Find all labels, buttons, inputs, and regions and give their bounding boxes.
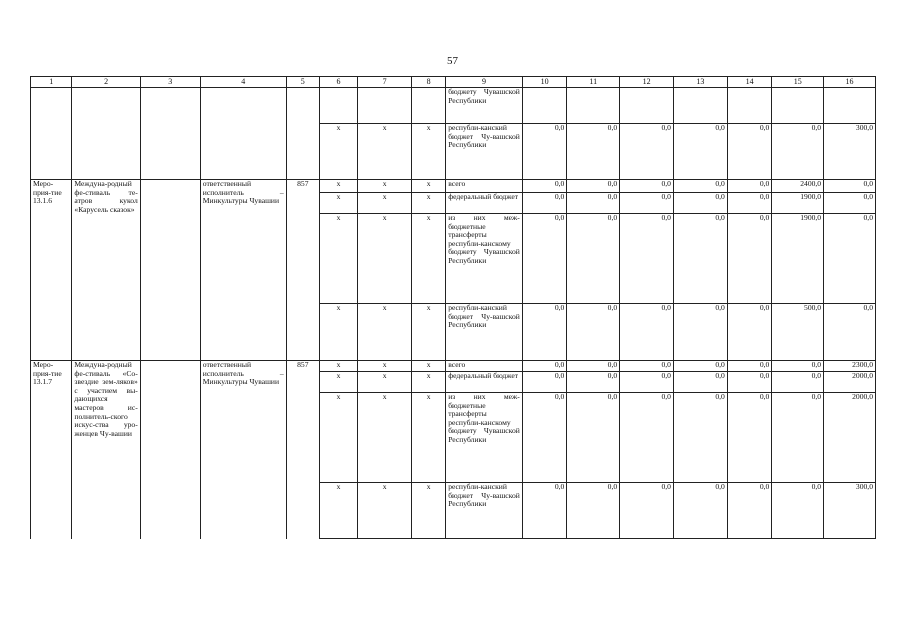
cell-value: 0,0 <box>567 393 620 483</box>
cell-x: x <box>358 393 412 483</box>
cell-value: 0,0 <box>567 214 620 304</box>
cell-source: всего <box>446 180 523 193</box>
cell-empty <box>72 88 140 180</box>
event-number: Меро-прия-тие 13.1.7 <box>31 361 72 539</box>
cell-value: 0,0 <box>673 193 727 214</box>
cell-x: x <box>412 483 446 539</box>
cell-value: 0,0 <box>522 180 567 193</box>
col-header: 15 <box>772 77 824 88</box>
col-header: 7 <box>358 77 412 88</box>
cell-value: 0,0 <box>727 483 772 539</box>
cell-value <box>824 88 876 124</box>
cell-x: x <box>412 193 446 214</box>
cell-value: 0,0 <box>772 361 824 372</box>
cell-value: 0,0 <box>772 393 824 483</box>
col-header: 6 <box>319 77 357 88</box>
cell-value: 0,0 <box>567 361 620 372</box>
cell-source: республи-канский бюджет Чу-вашской Республики <box>446 483 523 539</box>
cell-x: x <box>319 304 357 361</box>
cell-value: 0,0 <box>620 214 674 304</box>
cell-value: 0,0 <box>673 393 727 483</box>
cell-value: 0,0 <box>673 124 727 180</box>
cell-value: 0,0 <box>727 304 772 361</box>
col-header: 8 <box>412 77 446 88</box>
cell-value: 0,0 <box>620 180 674 193</box>
cell-value: 2400,0 <box>772 180 824 193</box>
cell-value <box>727 88 772 124</box>
event-code: 857 <box>286 361 319 539</box>
cell-value: 0,0 <box>567 304 620 361</box>
cell-value: 0,0 <box>673 483 727 539</box>
cell-x: x <box>412 214 446 304</box>
cell-value: 0,0 <box>522 483 567 539</box>
cell-value: 0,0 <box>620 124 674 180</box>
cell-source: республи-канский бюджет Чу-вашской Республики <box>446 124 523 180</box>
col-header: 5 <box>286 77 319 88</box>
cell-value <box>567 88 620 124</box>
event-code: 857 <box>286 180 319 361</box>
col-header: 2 <box>72 77 140 88</box>
cell-value: 300,0 <box>824 124 876 180</box>
cell-x: x <box>358 483 412 539</box>
cell-value: 0,0 <box>522 304 567 361</box>
cell-source: всего <box>446 361 523 372</box>
cell-value: 0,0 <box>522 124 567 180</box>
cell-value: 0,0 <box>727 361 772 372</box>
cell-source: федеральный бюджет <box>446 193 523 214</box>
cell-value: 0,0 <box>772 124 824 180</box>
cell-x: x <box>358 180 412 193</box>
cell-value: 2300,0 <box>824 361 876 372</box>
event-executor: ответственный исполнитель – Минкультуры Чувашии <box>200 361 286 539</box>
cell-x: x <box>319 193 357 214</box>
cell-value: 0,0 <box>727 214 772 304</box>
cell-value: 0,0 <box>727 372 772 393</box>
cell-x: x <box>319 393 357 483</box>
cell-empty <box>31 88 72 180</box>
cell-value: 0,0 <box>673 304 727 361</box>
cell-value: 0,0 <box>673 214 727 304</box>
cell-x: x <box>358 214 412 304</box>
cell-x: x <box>412 124 446 180</box>
col-header: 11 <box>567 77 620 88</box>
event-title: Междуна-родный фе-стиваль те-атров кукол «Карусель сказок» <box>72 180 140 361</box>
event-number: Меро-прия-тие 13.1.6 <box>31 180 72 361</box>
cell-value: 0,0 <box>727 124 772 180</box>
cell-value: 0,0 <box>522 361 567 372</box>
cell-value: 0,0 <box>727 393 772 483</box>
col-header: 14 <box>727 77 772 88</box>
cell-x: x <box>319 483 357 539</box>
cell-value: 0,0 <box>567 372 620 393</box>
cell-value: 0,0 <box>673 361 727 372</box>
cell-empty <box>140 88 200 180</box>
cell-source: из них меж-бюджетные трансферты республи-канскому бюджету Чувашской Республики <box>446 393 523 483</box>
cell-value: 0,0 <box>824 304 876 361</box>
cell-source: федеральный бюджет <box>446 372 523 393</box>
cell-empty <box>286 88 319 180</box>
page-number: 57 <box>447 55 458 67</box>
cell-x <box>319 88 357 124</box>
cell-value: 0,0 <box>567 180 620 193</box>
cell-source: республи-канский бюджет Чу-вашской Республики <box>446 304 523 361</box>
cell-value: 0,0 <box>522 372 567 393</box>
cell-value: 0,0 <box>824 193 876 214</box>
col-header: 13 <box>673 77 727 88</box>
cell-value <box>522 88 567 124</box>
col-header: 10 <box>522 77 567 88</box>
header-row <box>31 77 876 88</box>
cell-value: 0,0 <box>567 483 620 539</box>
cell-value: 0,0 <box>567 124 620 180</box>
cell-x: x <box>358 361 412 372</box>
cell-value: 0,0 <box>620 361 674 372</box>
cell-value: 0,0 <box>673 372 727 393</box>
cell-value: 2000,0 <box>824 393 876 483</box>
cell-x: x <box>412 361 446 372</box>
cell-value <box>772 88 824 124</box>
cell-x: x <box>412 372 446 393</box>
col-header: 12 <box>620 77 674 88</box>
cell-value: 0,0 <box>727 180 772 193</box>
cell-value: 0,0 <box>620 393 674 483</box>
cell-value: 0,0 <box>567 193 620 214</box>
cell-value: 0,0 <box>522 214 567 304</box>
cell-x: x <box>319 361 357 372</box>
cell-x <box>412 88 446 124</box>
table-row <box>31 180 876 193</box>
cell-value: 0,0 <box>620 304 674 361</box>
cell-value: 0,0 <box>620 372 674 393</box>
cell-value: 1900,0 <box>772 214 824 304</box>
cell-value: 0,0 <box>522 393 567 483</box>
cell-x: x <box>319 124 357 180</box>
budget-table <box>30 76 876 539</box>
cell-x: x <box>319 180 357 193</box>
cell-value: 0,0 <box>727 193 772 214</box>
cell-x: x <box>358 193 412 214</box>
cell-value: 0,0 <box>824 214 876 304</box>
event-executor: ответственный исполнитель – Минкультуры Чувашии <box>200 180 286 361</box>
col-header: 3 <box>140 77 200 88</box>
cell-value: 300,0 <box>824 483 876 539</box>
cell-x: x <box>358 124 412 180</box>
cell-value: 0,0 <box>673 180 727 193</box>
event-title: Междуна-родный фе-стиваль «Со-звездие зем-ляков» с участием вы-дающихся мастеров ис-полнитель-ского искус-ства уро-женцев Чу-вашии <box>72 361 140 539</box>
cell-x: x <box>358 304 412 361</box>
cell-source: из них меж-бюджетные трансферты республи-канскому бюджету Чувашской Республики <box>446 214 523 304</box>
cell-x: x <box>412 393 446 483</box>
col-header: 9 <box>446 77 523 88</box>
cell-empty <box>140 180 200 361</box>
table-row <box>31 361 876 372</box>
cell-value: 0,0 <box>620 193 674 214</box>
cell-x: x <box>412 180 446 193</box>
cell-value: 0,0 <box>772 372 824 393</box>
cell-empty <box>140 361 200 539</box>
col-header: 4 <box>200 77 286 88</box>
cell-value: 1900,0 <box>772 193 824 214</box>
cell-x: x <box>358 372 412 393</box>
cell-value: 0,0 <box>522 193 567 214</box>
cell-x <box>358 88 412 124</box>
cell-source: бюджету Чувашской Республики <box>446 88 523 124</box>
cell-value <box>673 88 727 124</box>
cell-x: x <box>412 304 446 361</box>
cell-x: x <box>319 214 357 304</box>
cell-value: 500,0 <box>772 304 824 361</box>
table-row <box>31 88 876 124</box>
cell-x: x <box>319 372 357 393</box>
col-header: 16 <box>824 77 876 88</box>
cell-empty <box>200 88 286 180</box>
cell-value: 0,0 <box>824 180 876 193</box>
cell-value: 0,0 <box>772 483 824 539</box>
cell-value <box>620 88 674 124</box>
cell-value: 2000,0 <box>824 372 876 393</box>
cell-value: 0,0 <box>620 483 674 539</box>
col-header: 1 <box>31 77 72 88</box>
